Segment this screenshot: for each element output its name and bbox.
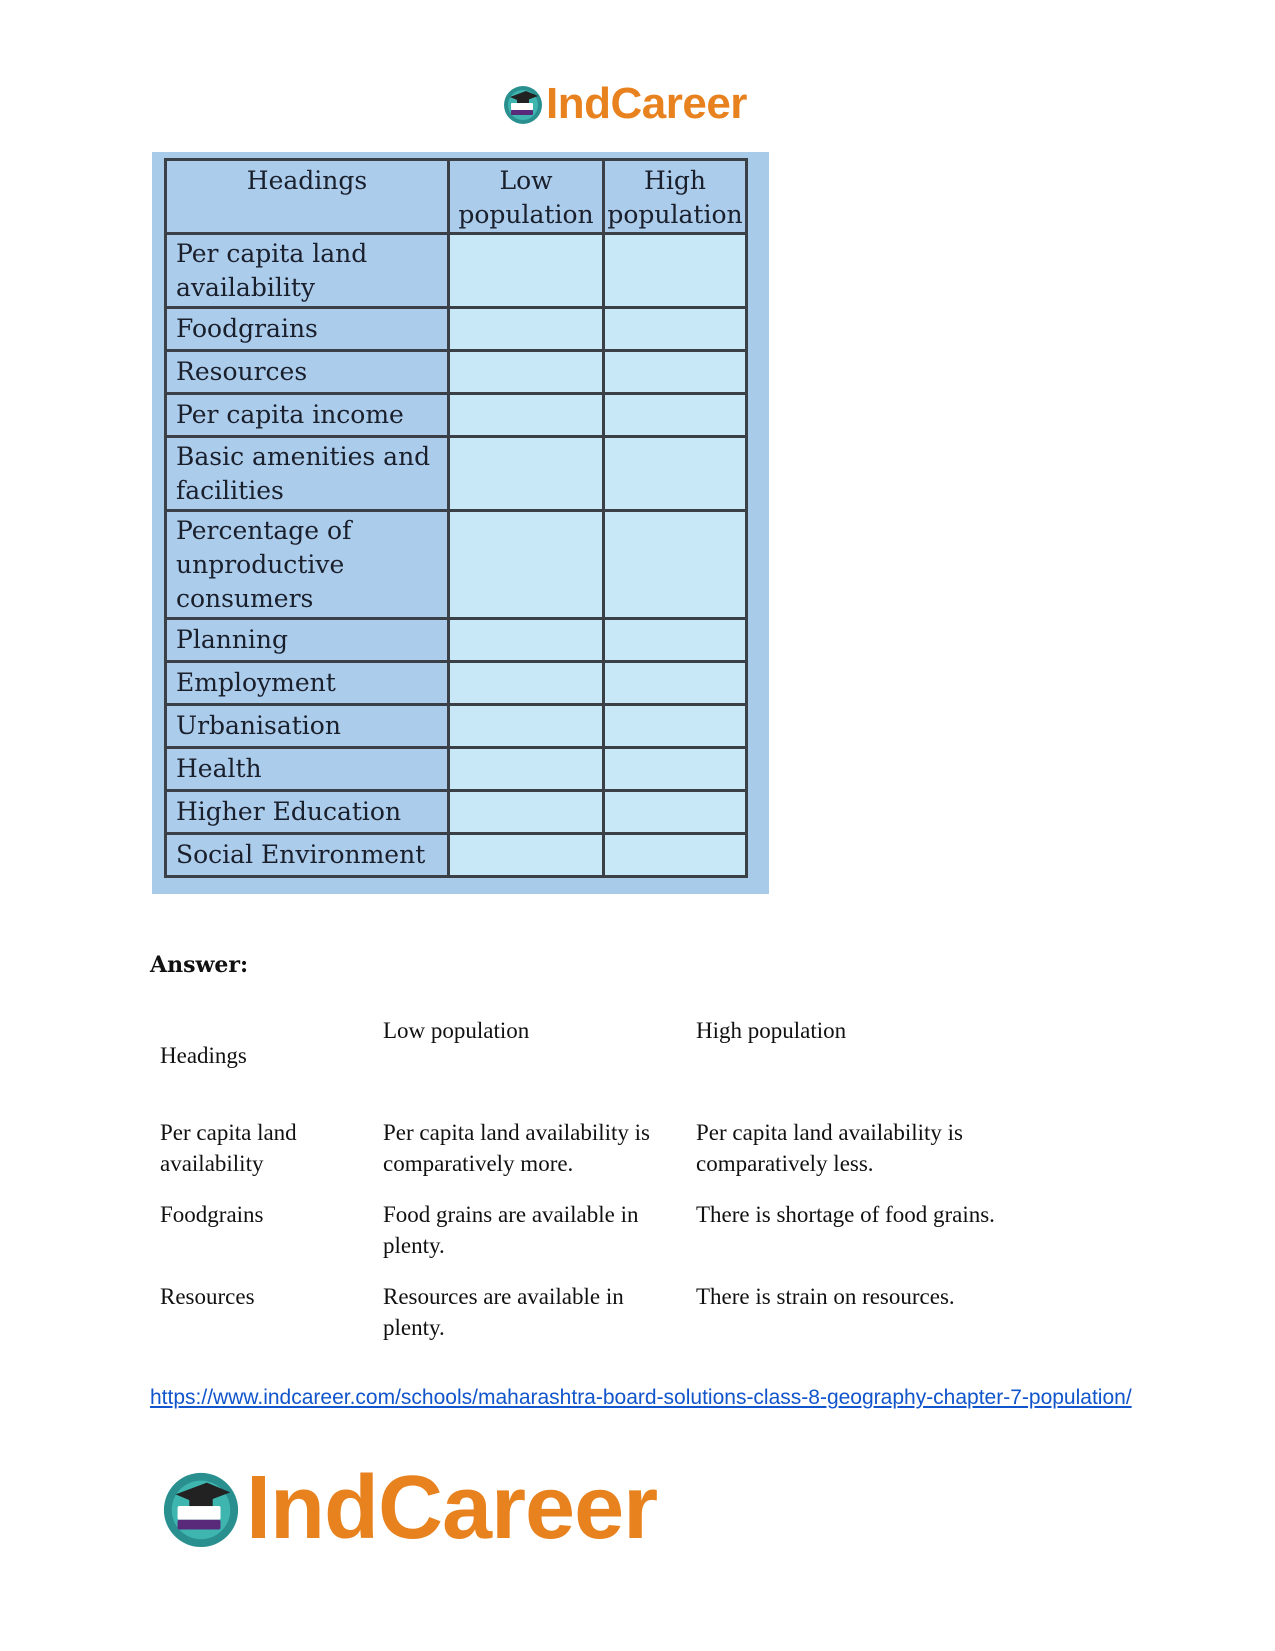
table-row-heading: Per capita income [166, 394, 449, 437]
indcareer-logo-large [160, 1458, 658, 1558]
table-cell [449, 437, 604, 511]
answer-row-high: Per capita land availability is comparatively less. [696, 1120, 963, 1176]
answer-row-low: Food grains are available in plenty. [383, 1202, 639, 1258]
table-cell [449, 394, 604, 437]
table-cell [604, 351, 747, 394]
question-table-image [152, 152, 769, 894]
table-row-heading: Planning [166, 619, 449, 662]
answer-row-heading: Per capita land availability [160, 1120, 297, 1176]
answer-row-heading: Foodgrains [160, 1202, 264, 1227]
table-cell [449, 308, 604, 351]
table-cell [604, 394, 747, 437]
answer-header-headings: Headings [160, 1043, 247, 1068]
table-cell [449, 351, 604, 394]
graduation-globe-icon [160, 1467, 242, 1549]
table-cell [449, 662, 604, 705]
table-cell [449, 705, 604, 748]
table-row-heading: Resources [166, 351, 449, 394]
table-row-heading: Social Environment [166, 834, 449, 877]
answer-row-low: Resources are available in plenty. [383, 1284, 624, 1340]
answer-header-low: Low population [383, 1018, 530, 1043]
table-cell [604, 437, 747, 511]
answer-row-high: There is strain on resources. [696, 1284, 955, 1309]
population-comparison-table [164, 158, 748, 878]
table-cell [604, 791, 747, 834]
table-row-heading: Percentage of unproductive consumers [166, 511, 449, 619]
table-row-heading: Urbanisation [166, 705, 449, 748]
table-cell [604, 662, 747, 705]
table-cell [604, 308, 747, 351]
table-cell [449, 619, 604, 662]
table-cell [604, 748, 747, 791]
table-row-heading: Foodgrains [166, 308, 449, 351]
indcareer-logo [502, 80, 747, 128]
logo-text: IndCareer [246, 1458, 658, 1558]
table-header-headings: Headings [166, 160, 449, 234]
table-cell [449, 791, 604, 834]
table-cell [449, 234, 604, 308]
answer-row-heading: Resources [160, 1284, 255, 1309]
table-cell [449, 834, 604, 877]
table-cell [604, 511, 747, 619]
table-cell [604, 619, 747, 662]
table-row-heading: Health [166, 748, 449, 791]
answer-header-high: High population [696, 1018, 847, 1043]
table-cell [604, 705, 747, 748]
logo-text: IndCareer [546, 79, 747, 128]
table-row-heading: Basic amenities and facilities [166, 437, 449, 511]
table-row-heading: Per capita land availability [166, 234, 449, 308]
table-row-heading: Employment [166, 662, 449, 705]
answer-label: Answer: [150, 952, 249, 978]
table-row-heading: Higher Education [166, 791, 449, 834]
table-header-low: Low population [449, 160, 604, 234]
answer-row-low: Per capita land availability is comparatively more. [383, 1120, 650, 1176]
table-cell [449, 748, 604, 791]
source-link[interactable]: https://www.indcareer.com/schools/maharashtra-board-solutions-class-8-geography-chapter-7-population/ [150, 1386, 1132, 1409]
table-cell [604, 834, 747, 877]
table-cell [604, 234, 747, 308]
graduation-globe-icon [502, 83, 544, 125]
table-header-high: High population [604, 160, 747, 234]
table-cell [449, 511, 604, 619]
answer-row-high: There is shortage of food grains. [696, 1202, 995, 1227]
